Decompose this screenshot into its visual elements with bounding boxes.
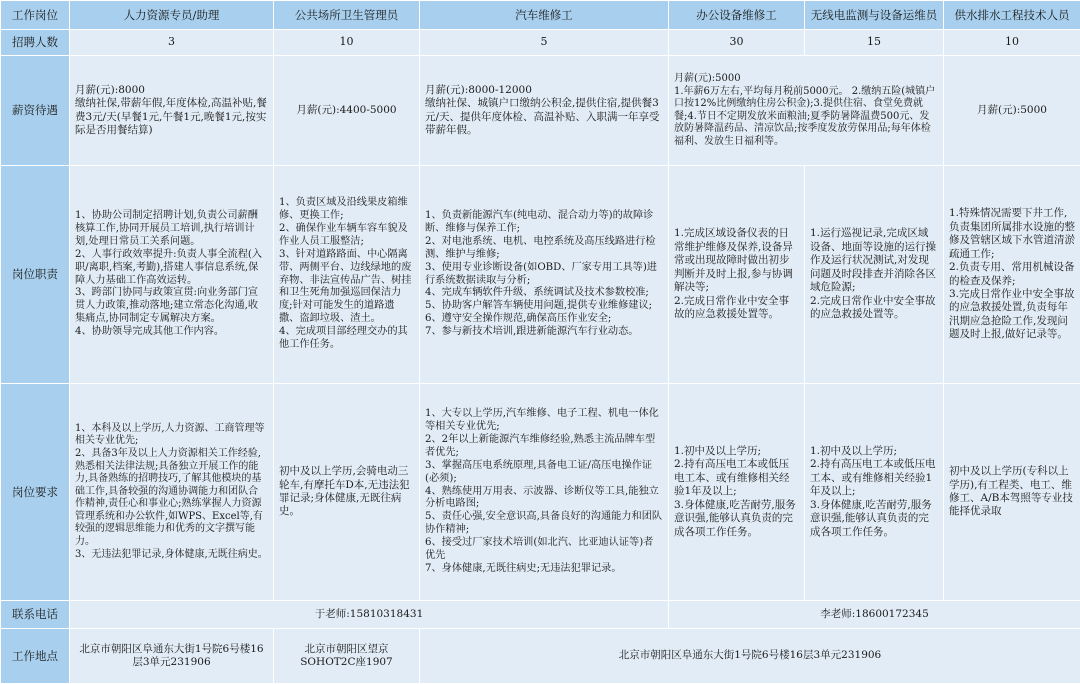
header-row (1, 1, 1080, 30)
requirements-text: 1、大专以上学历,汽车维修、电子工程、机电一体化等相关专业优先; 2、2年以上新能源汽车维修经验,熟悉主流品牌车型者优先; 3、掌握高压电系统原理,具备电工证/高压电操作证(必须); 4、熟练使用万用表、示波器、诊断仪等工具,能独立分析电路图; 5、责任心强,安全意识高,具备良好的沟通能力和团队协作精神; 6、接受过厂家技术培训(如北汽、比亚迪认证等)者优先 7、身体健康,无既往病史;无违法犯罪记录。 (425, 408, 663, 576)
position-public-hygiene-manager: 公共场所卫生管理员 (274, 1, 420, 30)
duties-text: 1、负责区域及沿线果皮箱维修、更换工作; 2、确保作业车辆车容车貌及作业人员工服整洁; 3、针对道路路面、中心隔离带、两侧平台、边线绿地的废弃物、非法宣传品广告、树挂和卫生死角加强巡回保洁力度;针对可能发生的道路遗撒、盗卸垃圾、渣土。 4、完成项目部经理交办的其他工作任务。 (279, 197, 414, 352)
position-office-equipment-repair: 办公设备维修工 (669, 1, 805, 30)
requirements-row (1, 384, 1080, 601)
duties-cell (274, 166, 420, 384)
salary-cell (944, 56, 1080, 166)
position-water-drainage-engineer: 供水排水工程技术人员 (944, 1, 1080, 30)
salary-text: 月薪(元):4400-5000 (279, 104, 414, 117)
salary-text: 月薪(元):8000-12000 缴纳社保、城镇户口缴纳公积金,提供住宿,提供餐3元/天、提供年度体检、高温补贴、入职满一年享受带薪年假。 (425, 84, 663, 138)
duties-cell (420, 166, 669, 384)
recruit-count-cell: 10 (944, 30, 1080, 56)
requirements-cell (70, 384, 274, 601)
salary-row (1, 56, 1080, 166)
location-first: 北京市朝阳区阜通东大街1号院6号楼16层3单元231906 (70, 629, 274, 684)
contact-left: 于老师:15810318431 (70, 601, 669, 629)
requirements-text: 初中及以上学历,会骑电动三轮车,有摩托车D本,无违法犯罪记录;身体健康,无既往病史。 (279, 465, 414, 519)
recruit-count-cell: 30 (669, 30, 805, 56)
salary-cell-merged (669, 56, 944, 166)
salary-cell (274, 56, 420, 166)
salary-cell (420, 56, 669, 166)
location-rest: 北京市朝阳区阜通东大街1号院6号楼16层3单元231906 (420, 629, 1080, 684)
contact-right: 李老师:18600172345 (669, 601, 1080, 629)
requirements-text: 初中及以上学历(专科以上学历),有工程类、电工、维修工、A/B本驾照等专业技能择优录取 (949, 465, 1075, 519)
location-row (1, 629, 1080, 684)
duties-cell (944, 166, 1080, 384)
requirements-cell (274, 384, 420, 601)
recruit-count-cell: 15 (805, 30, 944, 56)
duties-cell (70, 166, 274, 384)
recruit-count-cell: 10 (274, 30, 420, 56)
location-second: 北京市朝阳区望京SOHOT2C座1907 (274, 629, 420, 684)
requirements-cell (420, 384, 669, 601)
duties-row (1, 166, 1080, 384)
salary-text: 月薪(元):5000 1.年薪6万左右,平均每月税前5000元。 2.缴纳五险(城镇户口按12%比例缴纳住房公积金);3.提供住宿、食堂免费就餐;4.节日不定期发放米面粮油;夏季防暑降温费500元、发放防暑降温药品、清凉饮品;按季度发放劳保用品;每年体检福利、发放生日福利等。 (674, 73, 938, 148)
duties-cell (805, 166, 944, 384)
recruit-count-label: 招聘人数 (1, 30, 70, 56)
requirements-label: 岗位要求 (1, 384, 70, 601)
contact-row (1, 601, 1080, 629)
salary-cell (70, 56, 274, 166)
recruit-count-cell: 5 (420, 30, 669, 56)
requirements-text: 1、本科及以上学历,人力资源、工商管理等相关专业优先; 2、具备3年及以上人力资源相关工作经验,熟悉相关法律法规;具备独立开展工作的能力,具备熟练的招聘技巧,了解其他模块的基础工作,具备较强的沟通协调能力和团队合作精神,责任心和事业心;熟练掌握人力资源管理系统和办公软件,如WPS、Excel等,有较强的逻辑思维能力和优秀的文字撰写能力。 3、无违法犯罪记录,身体健康,无既往病史。 (75, 423, 268, 562)
location-label: 工作地点 (1, 629, 70, 684)
salary-text: 月薪(元):8000 缴纳社保,带薪年假,年度体检,高温补贴,餐费3元/天(早餐1元,午餐1元,晚餐1元,按实际是否用餐结算) (75, 84, 268, 138)
requirements-cell (944, 384, 1080, 601)
salary-text: 月薪(元):5000 (949, 104, 1075, 117)
recruit-count-cell: 3 (70, 30, 274, 56)
recruit-count-row (1, 30, 1080, 56)
position-auto-mechanic: 汽车维修工 (420, 1, 669, 30)
header-label: 工作岗位 (1, 1, 70, 30)
requirements-cell (669, 384, 805, 601)
duties-text: 1.完成区域设备仪表的日常维护维修及保养,设备异常或出现故障时做出初步判断并及时上报,参与协调解决等; 2.完成日常作业中安全事故的应急救援处置等。 (674, 227, 799, 321)
contact-label: 联系电话 (1, 601, 70, 629)
requirements-text: 1.初中及以上学历; 2.持有高压电工本或低压电工本、或有维修相关经验1年及以上; 3.身体健康,吃苦耐劳,服务意识强,能够认真负责的完成各项工作任务。 (810, 445, 938, 539)
position-hr-assistant: 人力资源专员/助理 (70, 1, 274, 30)
salary-label: 薪资待遇 (1, 56, 70, 166)
duties-text: 1.特殊情况需要下井工作,负责集团所属排水设施的整修及管辖区域下水管道清淤疏通工作; 2.负责专用、常用机械设备的检查及保养; 3.完成日常作业中安全事故的应急救援处置,负责每年汛期应急抢险工作,发现问题及时上报,做好记录等。 (949, 207, 1075, 341)
duties-cell (669, 166, 805, 384)
duties-text: 1、协助公司制定招聘计划,负责公司薪酬核算工作,协同开展员工培训,执行培训计划,处理日常员工关系问题。 2、人事行政效率提升:负责人事全流程(入职/离职,档案,考勤),搭建人事信息系统,保障人力基础工作高效运转。 3、跨部门协同与政策宣贯:向业务部门宣贯人力政策,推动落地;建立常态化沟通,收集痛点,协同制定专属解决方案。 4、协助领导完成其他工作内容。 (75, 210, 268, 340)
duties-label: 岗位职责 (1, 166, 70, 384)
requirements-text: 1.初中及以上学历; 2.持有高压电工本或低压电工本、或有维修相关经验1年及以上; 3.身体健康,吃苦耐劳,服务意识强,能够认真负责的完成各项工作任务。 (674, 445, 799, 539)
position-radio-monitoring-ops: 无线电监测与设备运维员 (805, 1, 944, 30)
duties-text: 1、负责新能源汽车(纯电动、混合动力等)的故障诊断、维修与保养工作; 2、对电池系统、电机、电控系统及高压线路进行检测、维护与维修; 3、使用专业诊断设备(如OBD、厂家专用工具等)进行系统数据读取与分析; 4、完成车辆软件升级、系统调试及技术参数校准; 5、协助客户解答车辆使用问题,提供专业维修建议; 6、遵守安全操作规范,确保高压作业安全; 7、参与新技术培训,跟进新能源汽车行业动态。 (425, 210, 663, 340)
requirements-cell (805, 384, 944, 601)
duties-text: 1.运行巡视记录,完成区域设备、地面等设施的运行操作及运行状况测试,对发现问题及时段排查并消除各区域危险源; 2.完成日常作业中安全事故的应急救援处置等。 (810, 227, 938, 321)
